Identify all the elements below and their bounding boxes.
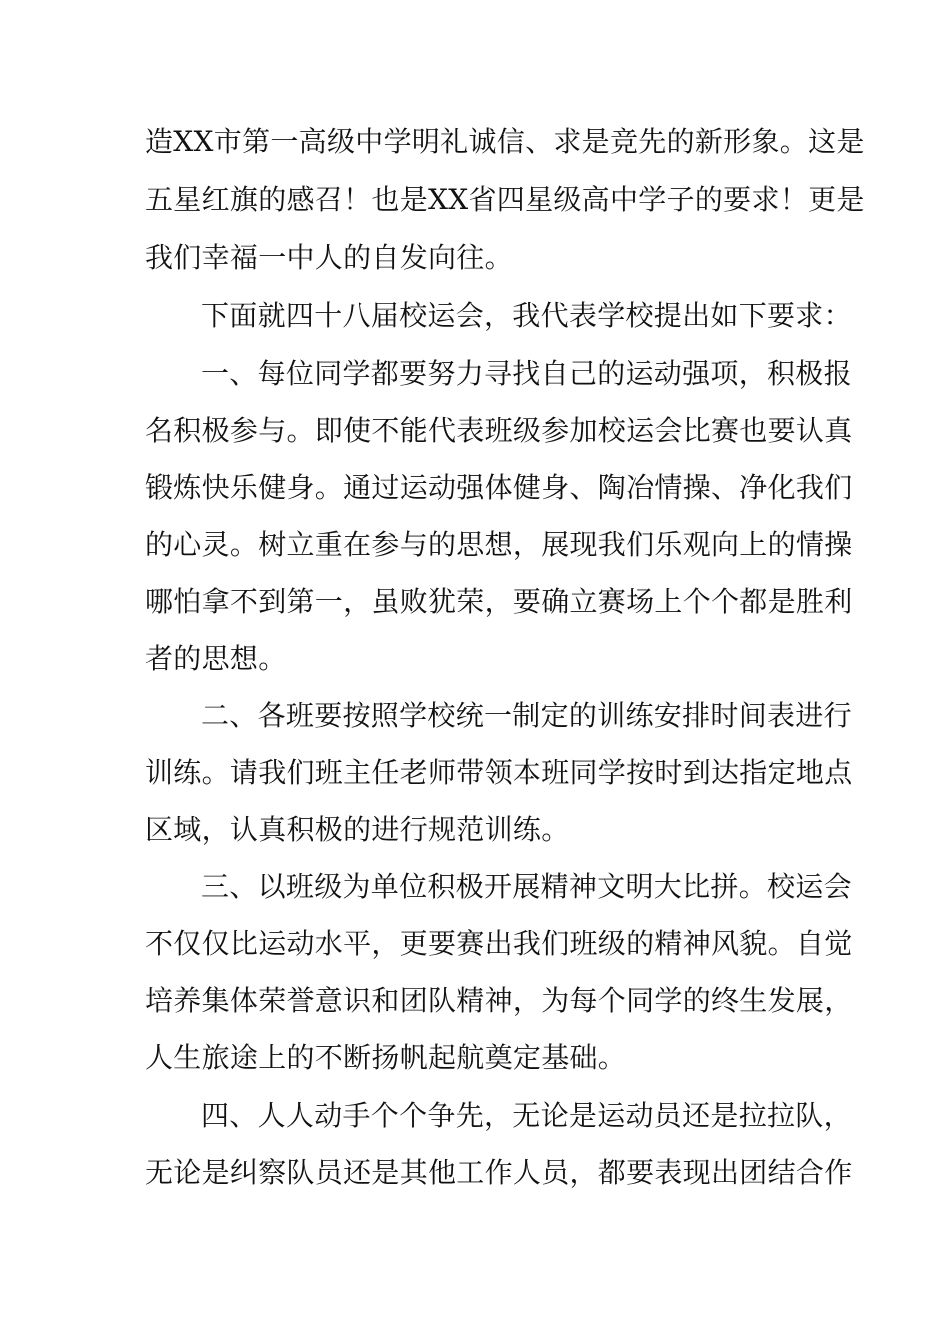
text-line: 四、人人动手个个争先，无论是运动员还是拉拉队， [201, 1099, 852, 1132]
text-line: 三、以班级为单位积极开展精神文明大比拼。校运会 [201, 870, 852, 903]
text-line: 哪怕拿不到第一，虽败犹荣，要确立赛场上个个都是胜利 [145, 585, 853, 618]
text-line: 者的思想。 [145, 642, 287, 675]
text-line: 五星红旗的感召！也是XX省四星级高中学子的要求！更是 [145, 183, 865, 216]
text-line: 区域，认真积极的进行规范训练。 [145, 813, 570, 846]
text-line: 二、各班要按照学校统一制定的训练安排时间表进行 [201, 699, 852, 732]
text-line: 培养集体荣誉意识和团队精神，为每个同学的终生发展， [145, 984, 853, 1017]
text-line: 的心灵。树立重在参与的思想，展现我们乐观向上的情操 [145, 528, 853, 561]
text-line: 不仅仅比运动水平，更要赛出我们班级的精神风貌。自觉 [145, 927, 853, 960]
text-line: 造XX市第一高级中学明礼诚信、求是竞先的新形象。这是 [145, 125, 865, 158]
text-line: 无论是纠察队员还是其他工作人员，都要表现出团结合作 [145, 1156, 853, 1189]
text-line: 人生旅途上的不断扬帆起航奠定基础。 [145, 1041, 627, 1074]
text-line: 一、每位同学都要努力寻找自己的运动强项，积极报 [201, 357, 852, 390]
text-line: 我们幸福一中人的自发向往。 [145, 241, 513, 274]
text-line: 名积极参与。即使不能代表班级参加校运会比赛也要认真 [145, 414, 853, 447]
text-line: 锻炼快乐健身。通过运动强体健身、陶冶情操、净化我们 [145, 471, 853, 504]
text-line: 训练。请我们班主任老师带领本班同学按时到达指定地点 [145, 756, 853, 789]
text-line: 下面就四十八届校运会，我代表学校提出如下要求： [201, 299, 852, 332]
